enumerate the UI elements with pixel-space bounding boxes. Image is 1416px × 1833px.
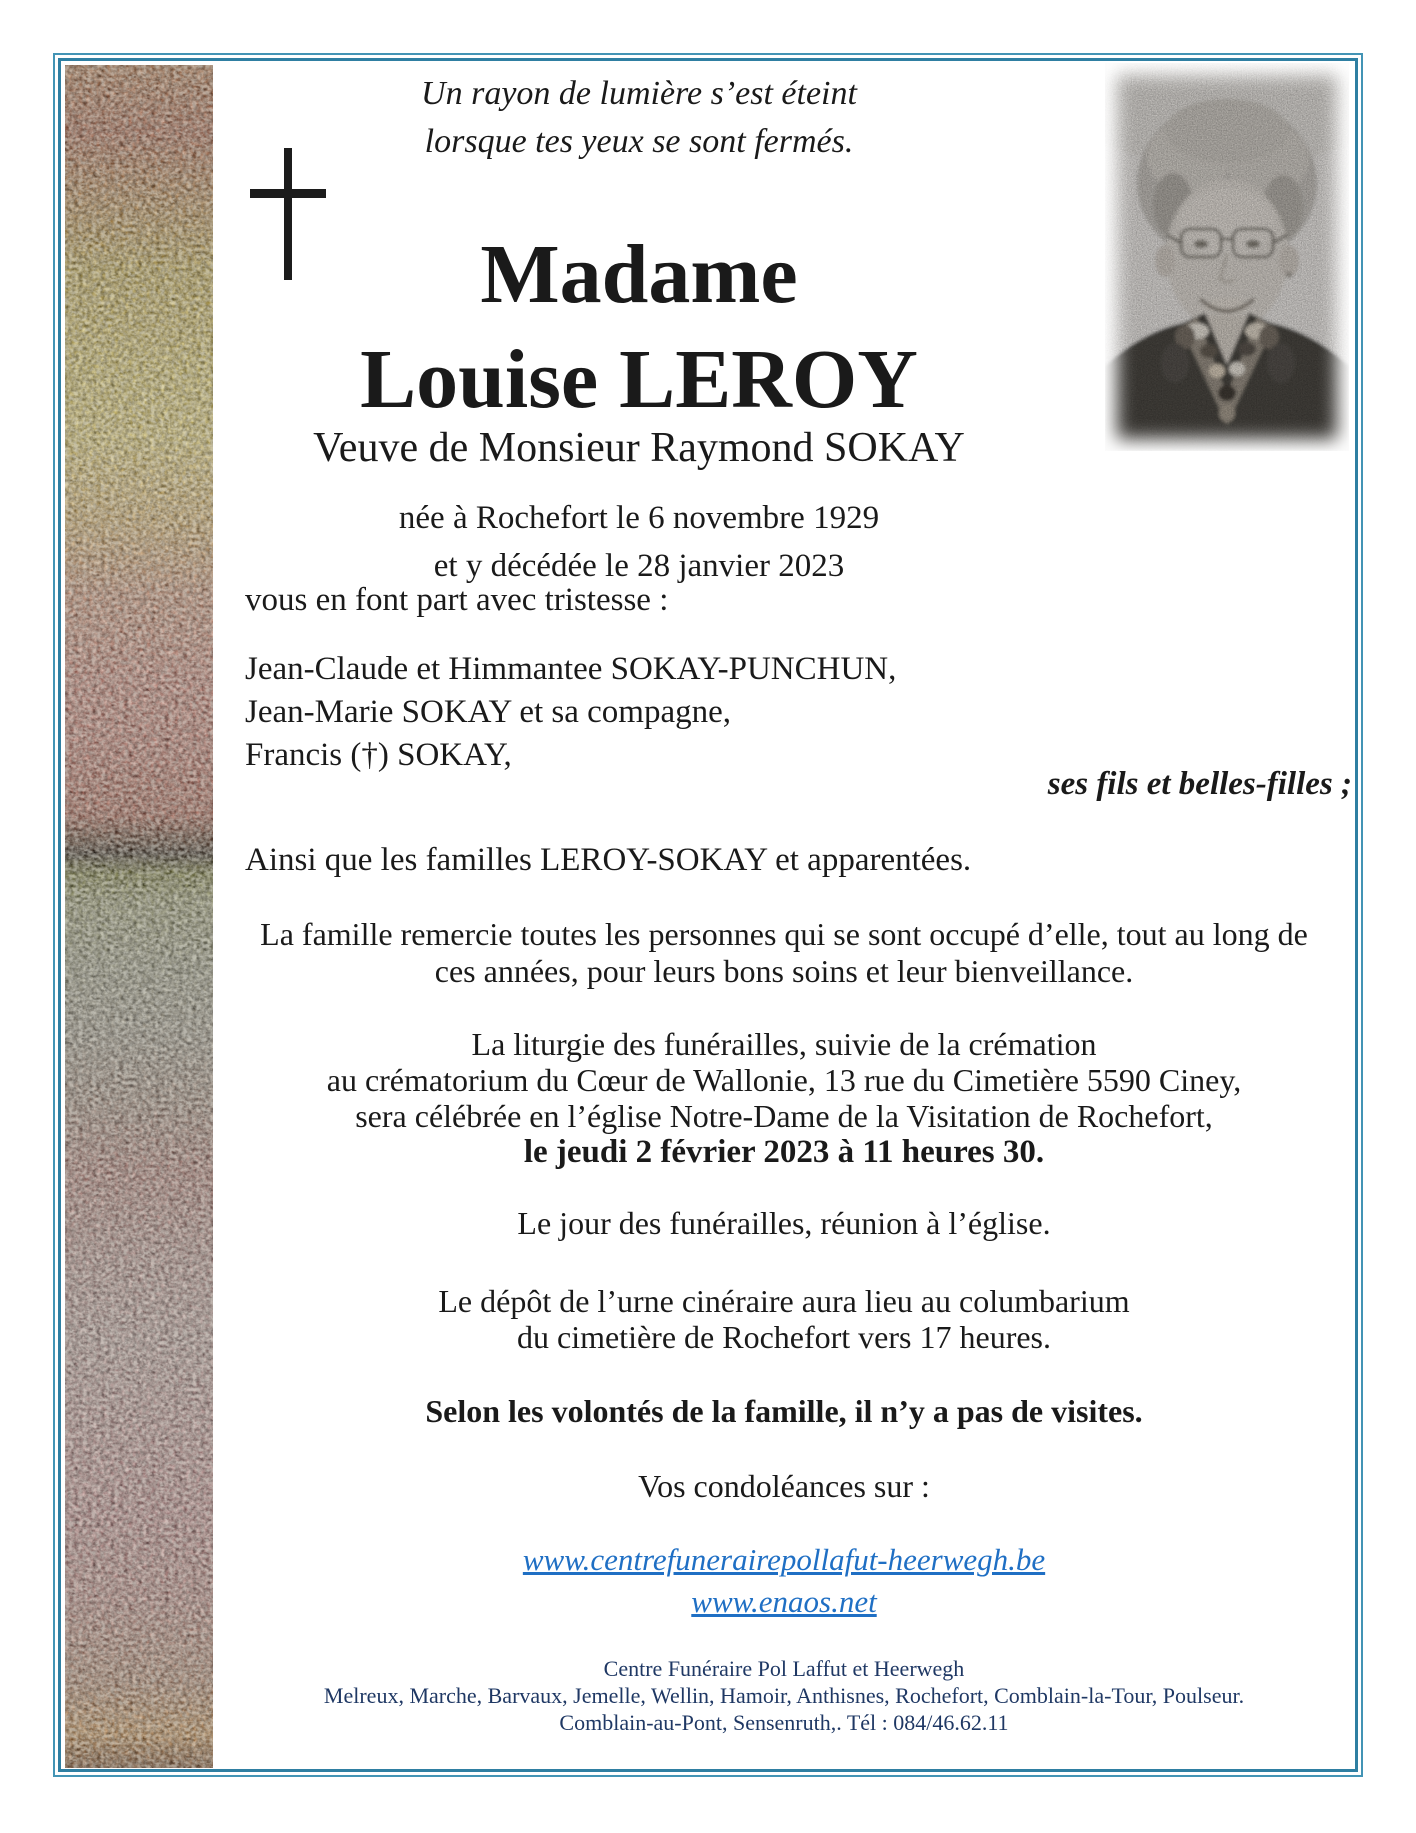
funeral-home-footer	[213, 1655, 1355, 1736]
urn-line: du cimetière de Rochefort vers 17 heures.	[516, 1319, 1051, 1355]
urn-paragraph	[213, 1283, 1355, 1355]
footer-contact: Comblain-au-Pont, Sensenruth,. Tél : 084/46.62.11	[559, 1710, 1009, 1735]
cross-horizontal-bar	[250, 189, 326, 198]
relatives-list	[245, 648, 896, 777]
thanks-line: ces années, pour leurs bons soins et leur bienveillance.	[434, 953, 1134, 989]
foliage-texture	[65, 65, 213, 1768]
thanks-paragraph	[213, 916, 1355, 990]
condolences-label: Vos condoléances sur :	[638, 1468, 930, 1504]
condolences-link-funeral-home[interactable]: www.centrefunerairepollafut-heerwegh.be	[522, 1542, 1046, 1577]
deceased-name: Louise LEROY	[360, 333, 918, 426]
epigraph-line-2: lorsque tes yeux se sont fermés.	[424, 123, 854, 160]
announcement-intro: vous en font part avec tristesse :	[245, 582, 669, 618]
deceased-name-title	[213, 222, 1065, 432]
relatives-role: ses fils et belles-filles ;	[1047, 766, 1352, 802]
deceased-relation: Veuve de Monsieur Raymond SOKAY	[313, 425, 965, 471]
ceremony-line: sera célébrée en l’église Notre-Dame de la Visitation de Rochefort,	[355, 1098, 1213, 1134]
condolences-link-enaos[interactable]: www.enaos.net	[691, 1584, 877, 1619]
meeting-line: Le jour des funérailles, réunion à l’église.	[517, 1205, 1051, 1241]
footer-company: Centre Funéraire Pol Laffut et Heerwegh	[603, 1656, 965, 1681]
deceased-death-line: et y décédée le 28 janvier 2023	[433, 548, 845, 584]
thanks-line: La famille remercie toutes les personnes qui se sont occupé d’elle, tout au long de	[260, 916, 1308, 952]
epigraph-line-1: Un rayon de lumière s’est éteint	[421, 75, 857, 112]
deceased-birth-line: née à Rochefort le 6 novembre 1929	[398, 500, 880, 536]
deceased-title-prefix: Madame	[480, 228, 798, 321]
condolences-link-wrap	[213, 1542, 1355, 1578]
autumn-foliage-strip	[65, 65, 213, 1768]
ceremony-paragraph	[213, 1026, 1355, 1170]
families-line: Ainsi que les familles LEROY-SOKAY et apparentées.	[245, 842, 972, 878]
visits-line: Selon les volontés de la famille, il n’y a pas de visites.	[425, 1393, 1143, 1429]
footer-cities: Melreux, Marche, Barvaux, Jemelle, Wellin, Hamoir, Anthisnes, Rochefort, Comblain-la-Tour, Poulseur.	[323, 1683, 1245, 1708]
relative-line: Francis (†) SOKAY,	[245, 737, 512, 773]
ceremony-line: La liturgie des funérailles, suivie de la crémation	[471, 1026, 1097, 1062]
relative-line: Jean-Marie SOKAY et sa compagne,	[245, 694, 732, 730]
relative-line: Jean-Claude et Himmantee SOKAY-PUNCHUN,	[245, 651, 897, 687]
ceremony-line: au crématorium du Cœur de Wallonie, 13 rue du Cimetière 5590 Ciney,	[326, 1062, 1242, 1098]
ceremony-date-line: le jeudi 2 février 2023 à 11 heures 30.	[523, 1134, 1045, 1170]
epigraph	[213, 70, 1065, 166]
portrait-illustration	[1105, 63, 1349, 451]
urn-line: Le dépôt de l’urne cinéraire aura lieu au columbarium	[438, 1283, 1130, 1319]
portrait-photo	[1105, 63, 1349, 451]
condolences-link-wrap	[213, 1584, 1355, 1620]
